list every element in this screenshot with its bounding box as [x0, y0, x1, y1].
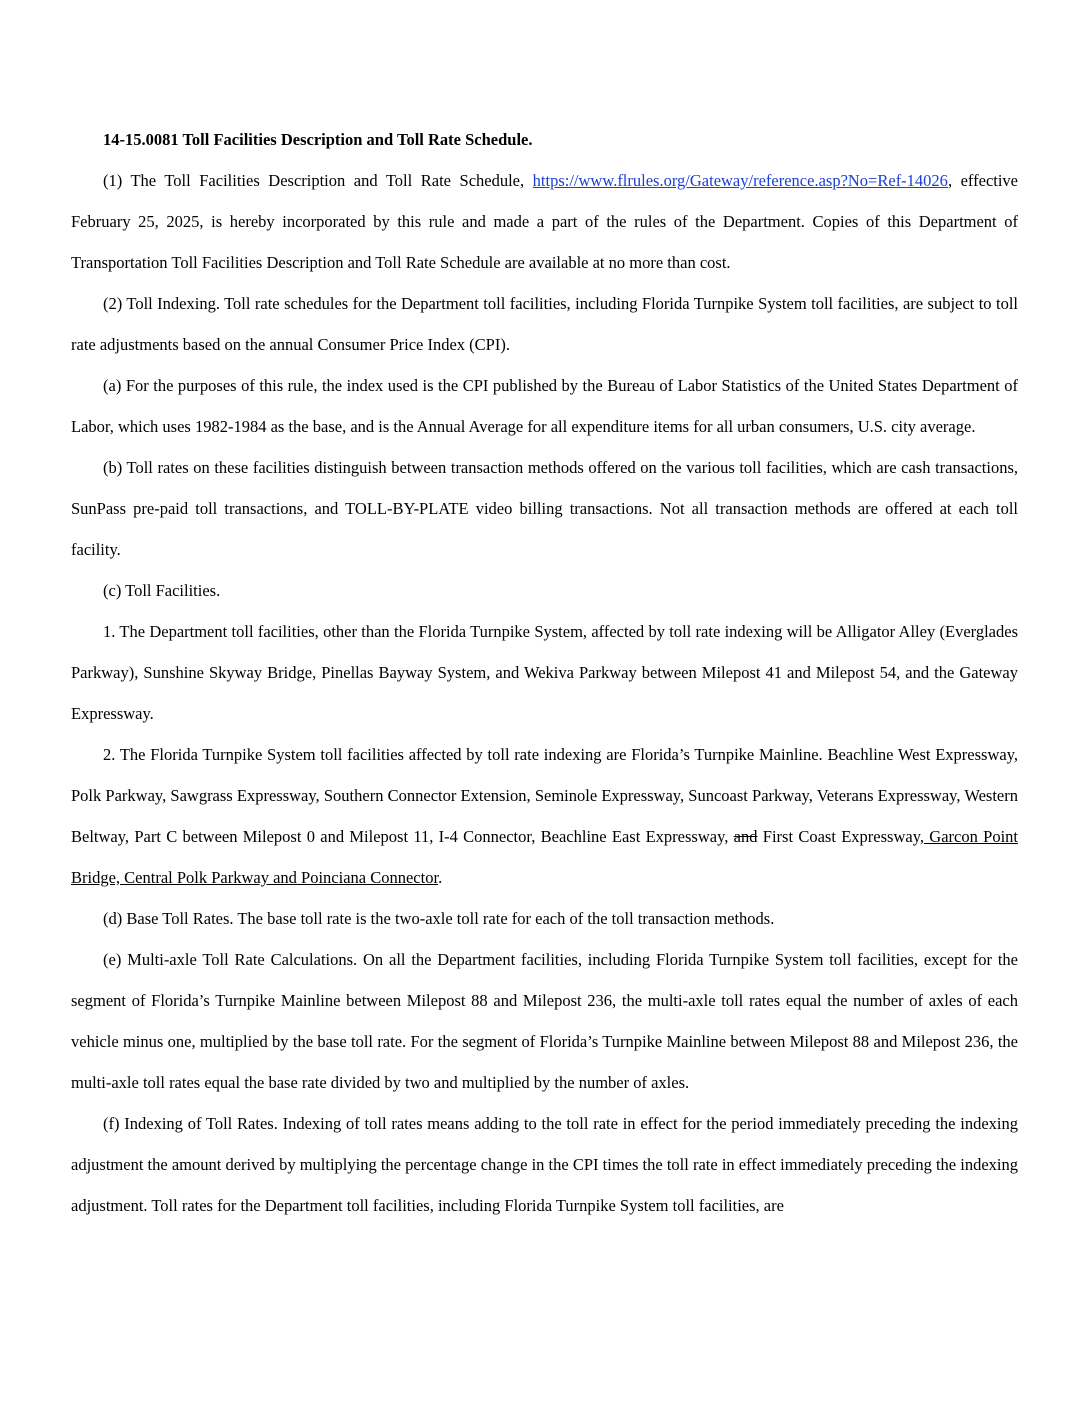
- paragraph-c2-end: .: [438, 868, 443, 887]
- paragraph-c2-text: 2. The Florida Turnpike System toll facilities affected by toll rate indexing are Florida’s Turnpike Mainline. Beachline West Expressway, Polk Parkway, Sawgrass Expressway, Southern Connector Extension, Seminole Expressway, Suncoast Parkway, Veterans Expressway, Western Beltway, Part C between Milepost 0 and Milepost 11, I-4 Connector, Beachline East Expressway,: [71, 745, 1018, 846]
- paragraph-a-cpi-definition: (a) For the purposes of this rule, the index used is the CPI published by the Bureau of Labor Statistics of the United States Department of Labor, which uses 1982-1984 as the base, and is the Annual Average for all expenditure items for all urban consumers, U.S. city average.: [71, 376, 1018, 436]
- paragraph-b-transaction-methods: (b) Toll rates on these facilities distinguish between transaction methods offered on the various toll facilities, which are cash transactions, SunPass pre-paid toll transactions, and TOLL-BY-PLATE video billing transactions. Not all transaction methods are offered at each toll facility.: [71, 458, 1018, 559]
- struck-through-text: and: [733, 827, 758, 846]
- paragraph-c-toll-facilities: (c) Toll Facilities.: [103, 581, 221, 600]
- document-page: [71, 119, 1018, 1226]
- reference-link[interactable]: https://www.flrules.org/Gateway/reference.asp?No=Ref-14026: [532, 171, 948, 190]
- paragraph-1-text-start: (1) The Toll Facilities Description and Toll Rate Schedule,: [103, 171, 533, 190]
- paragraph-c1-department-facilities: 1. The Department toll facilities, other than the Florida Turnpike System, affected by toll rate indexing will be Alligator Alley (Everglades Parkway), Sunshine Skyway Bridge, Pinellas Bayway System, and Wekiva Parkway between Milepost 41 and Milepost 54, and the Gateway Expressway.: [71, 622, 1018, 723]
- inserted-underlined-text: , Garcon Point Bridge, Central Polk Parkway and Poinciana Connector: [71, 827, 1018, 887]
- paragraph-2-toll-indexing: (2) Toll Indexing. Toll rate schedules for the Department toll facilities, including Florida Turnpike System toll facilities, are subject to toll rate adjustments based on the annual Consumer Price Index (CPI).: [71, 294, 1018, 354]
- paragraph-1-text-end: , effective February 25, 2025, is hereby incorporated by this rule and made a part of the rules of the Department. Copies of this Department of Transportation Toll Facilities Description and Toll Rate Schedule are available at no more than cost.: [71, 171, 1019, 272]
- paragraph-c2-turnpike-facilities: [71, 734, 1018, 898]
- rule-heading: 14-15.0081 Toll Facilities Description and Toll Rate Schedule.: [103, 130, 533, 149]
- paragraph-1: [71, 160, 1018, 283]
- paragraph-e-multi-axle: (e) Multi-axle Toll Rate Calculations. On all the Department facilities, including Florida Turnpike System toll facilities, except for the segment of Florida’s Turnpike Mainline between Milepost 88 and Milepost 236, the multi-axle toll rates equal the number of axles of each vehicle minus one, multiplied by the base toll rate. For the segment of Florida’s Turnpike Mainline between Milepost 88 and Milepost 236, the multi-axle toll rates equal the base rate divided by two and multiplied by the number of axles.: [71, 950, 1018, 1092]
- paragraph-f-indexing: (f) Indexing of Toll Rates. Indexing of toll rates means adding to the toll rate in effect for the period immediately preceding the indexing adjustment the amount derived by multiplying the percentage change in the CPI times the toll rate in effect immediately preceding the indexing adjustment. Toll rates for the Department toll facilities, including Florida Turnpike System toll facilities, are: [71, 1114, 1018, 1215]
- paragraph-c2-middle: First Coast Expressway: [757, 827, 920, 846]
- paragraph-d-base-toll-rates: (d) Base Toll Rates. The base toll rate is the two-axle toll rate for each of the toll transaction methods.: [103, 909, 775, 928]
